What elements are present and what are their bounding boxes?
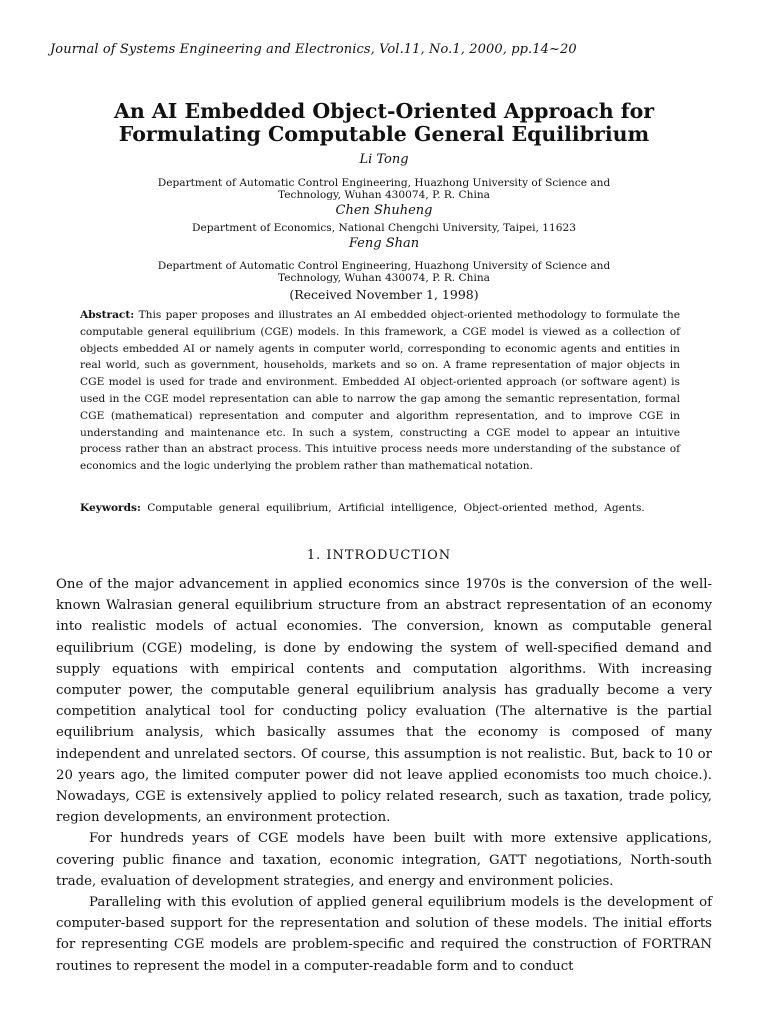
author-affiliation: [0, 260, 768, 284]
body-paragraph: One of the major advancement in applied economics since 1970s is the conversion of the well-known Walrasian general equilibrium structure from an abstract representation of an economy into realistic models of actual economies. The conversion, known as computable general equilibrium (CGE) modeling, is done by endowing the system of well-specified demand and supply equations with empirical contents and computation algorithms. With increasing computer power, the computable general equilibrium analysis has gradually become a very competition analytical tool for conducting policy evaluation (The alternative is the partial equilibrium analysis, which basically assumes that the economy is composed of many independent and unrelated sectors. Of course, this assumption is not realistic. But, back to 10 or 20 years ago, the limited computer power did not leave applied economists too much choice.). Nowadays, CGE is extensively applied to policy related research, such as taxation, trade policy, region developments, an environment protection.: [56, 577, 712, 826]
section-title: INTRODUCTION: [326, 548, 452, 563]
affiliation-line: Technology, Wuhan 430074, P. R. China: [278, 272, 490, 284]
section-number: 1.: [306, 548, 322, 563]
author-name: Chen Shuheng: [335, 203, 433, 218]
title-line-1: An AI Embedded Object-Oriented Approach for: [113, 99, 655, 123]
author-affiliation: [0, 222, 768, 234]
affiliation-line: Department of Economics, National Chengchi University, Taipei, 11623: [192, 222, 576, 234]
journal-header: Journal of Systems Engineering and Electronics, Vol.11, No.1, 2000, pp.14~20: [50, 42, 577, 57]
keywords-text: Computable general equilibrium, Artificial intelligence, Object-oriented method, Agents.: [147, 502, 645, 514]
affiliation-line: Department of Automatic Control Engineering, Huazhong University of Science and: [157, 177, 611, 189]
author-name: Li Tong: [359, 152, 409, 167]
abstract: [80, 307, 680, 475]
abstract-label: Abstract:: [80, 309, 135, 321]
author-affiliation: [0, 177, 768, 201]
received-date: (Received November 1, 1998): [289, 287, 479, 302]
body-text: [56, 574, 712, 977]
author-name: Feng Shan: [348, 236, 420, 251]
paper-title: [0, 100, 768, 146]
keywords-label: Keywords:: [80, 502, 141, 514]
affiliation-line: Department of Automatic Control Engineering, Huazhong University of Science and: [157, 260, 611, 272]
abstract-text: This paper proposes and illustrates an AI embedded object-oriented methodology to formulate the computable general equilibrium (CGE) models. In this framework, a CGE model is viewed as a collection of objects embedded AI or namely agents in computer world, corresponding to economic agents and entities in real world, such as government, households, markets and so on. A frame representation of major objects in CGE model is used for trade and environment. Embedded AI object-oriented approach (or software agent) is used in the CGE model representation can able to narrow the gap among the semantic representation, formal CGE (mathematical) representation and computer and algorithm representation, and to improve CGE in understanding and maintenance etc. In such a system, constructing a CGE model to appear an intuitive process rather than an abstract process. This intuitive process needs more understanding of the substance of economics and the logic underlying the problem rather than mathematical notation.: [80, 309, 680, 473]
body-paragraph: For hundreds years of CGE models have been built with more extensive applications, covering public finance and taxation, economic integration, GATT negotiations, North-south trade, evaluation of development strategies, and energy and environment policies.: [56, 831, 712, 889]
keywords: [80, 500, 680, 517]
section-heading: [0, 548, 758, 563]
title-line-2: Formulating Computable General Equilibrium: [118, 122, 650, 146]
affiliation-line: Technology, Wuhan 430074, P. R. China: [278, 189, 490, 201]
body-paragraph: Paralleling with this evolution of applied general equilibrium models is the development of computer-based support for the representation and solution of these models. The initial efforts for representing CGE models are problem-specific and required the construction of FORTRAN routines to represent the model in a computer-readable form and to conduct: [56, 895, 712, 974]
